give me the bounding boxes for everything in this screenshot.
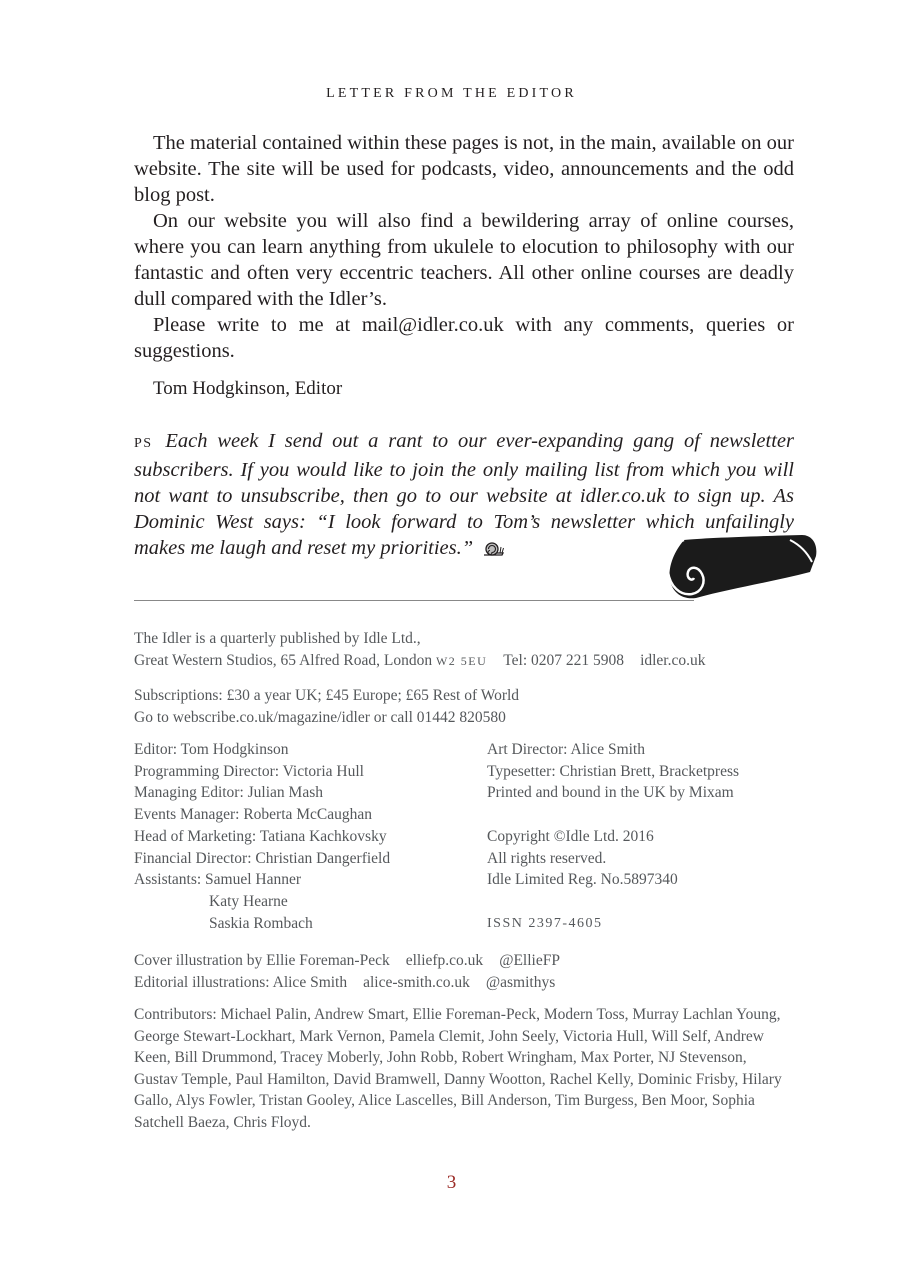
postcode: W2 5EU [435,654,488,668]
issn: ISSN 2397-4605 [487,915,603,931]
subscription-contact: Go to webscribe.co.uk/magazine/idler or call 01442 820580 [134,709,506,726]
copyright-line: Idle Limited Reg. No.5897340 [487,871,678,889]
illustration-credits [134,950,814,994]
staff-list-right [487,739,817,934]
address: Great Western Studios, 65 Alfred Road, London [134,652,433,669]
ps-text: Each week I send out a rant to our ever-expanding gang of newsletter subscribers. If you would like to join the only mailing list from which you will not want to unsubscribe, then go to our website at idler.co.uk to sign up. As Dominic West says: “I look forward to Tom’s newsletter which unfailingly makes me laugh and reset my priorities.” [134,430,794,559]
staff-entry: Saskia Rombach [209,914,313,932]
editorial-site: alice-smith.co.uk [363,974,470,991]
cover-illustrator: Cover illustration by Ellie Foreman-Peck [134,952,390,969]
cover-site: elliefp.co.uk [405,952,484,969]
publisher-info [134,628,814,672]
cover-credit [134,950,814,972]
ps-mark: PS [134,436,153,451]
editorial-handle: @asmithys [485,974,556,991]
staff-entry: Events Manager: Roberta McCaughan [134,806,373,824]
address-line [134,650,814,672]
staff-entry: Head of Marketing: Tatiana Kachkovsky [134,827,387,845]
divider [134,600,694,601]
letter-paragraph: The material contained within these pages is not, in the main, available on our website. The site will be used for podcasts, video, announcements and the odd blog post. [134,132,794,206]
editorial-credit [134,972,814,994]
telephone: Tel: 0207 221 5908 [503,652,625,669]
letter-paragraph: On our website you will also find a bewildering array of online courses, where you can learn anything from ukulele to elocution to philosophy with our fantastic and often very eccentric teachers. All other online courses are deadly dull compared with the Idler’s. [134,210,794,310]
page-number: 3 [446,1172,457,1193]
staff-list-left [134,739,474,934]
copyright-line: All rights reserved. [487,849,607,867]
subscription-info [134,685,814,729]
running-head: LETTER FROM THE EDITOR [326,86,577,101]
website: idler.co.uk [640,652,706,669]
contributors-list: Contributors: Michael Palin, Andrew Smart, Ellie Foreman-Peck, Modern Toss, Murray Lachlan Young, George Stewart-Lockhart, Mark Vernon, Pamela Clemit, John Seely, Victoria Hull, Will Self, Andrew Keen, Bill Drummond, Tracey Moberly, John Robb, Robert Wringham, Max Porter, NJ Stevenson, Gustav Temple, Paul Hamilton, David Bramwell, Danny Wootton, Rachel Kelly, Dominic Frisby, Hilary Gallo, Alys Fowler, Tristan Gooley, Alice Lascelles, Bill Anderson, Tim Burgess, Ben Moor, Sophia Satchell Baeza, Chris Floyd. [134,1006,782,1131]
subscription-prices: Subscriptions: £30 a year UK; £45 Europe; £65 Rest of World [134,687,520,704]
copyright-line: Copyright ©Idle Ltd. 2016 [487,827,654,845]
letter-paragraph: Please write to me at mail@idler.co.uk with any comments, queries or suggestions. [134,314,794,362]
staff-entry: Katy Hearne [209,892,288,910]
editor-signature: Tom Hodgkinson, Editor [153,378,343,399]
editor-letter [134,130,794,364]
staff-entry: Editor: Tom Hodgkinson [134,741,289,758]
staff-entry: Typesetter: Christian Brett, Bracketpress [487,762,740,780]
staff-entry: Managing Editor: Julian Mash [134,784,323,802]
publisher-line: The Idler is a quarterly published by Idle Ltd., [134,630,421,647]
staff-entry: Assistants: Samuel Hanner [134,871,302,889]
staff-entry: Financial Director: Christian Dangerfield [134,849,391,867]
staff-entry: Art Director: Alice Smith [487,741,645,758]
staff-entry: Programming Director: Victoria Hull [134,762,364,780]
scroll-illustration [662,532,822,609]
cover-handle: @EllieFP [499,952,560,969]
snail-icon [482,538,504,564]
editorial-illustrator: Editorial illustrations: Alice Smith [134,974,348,991]
staff-entry: Printed and bound in the UK by Mixam [487,784,734,802]
